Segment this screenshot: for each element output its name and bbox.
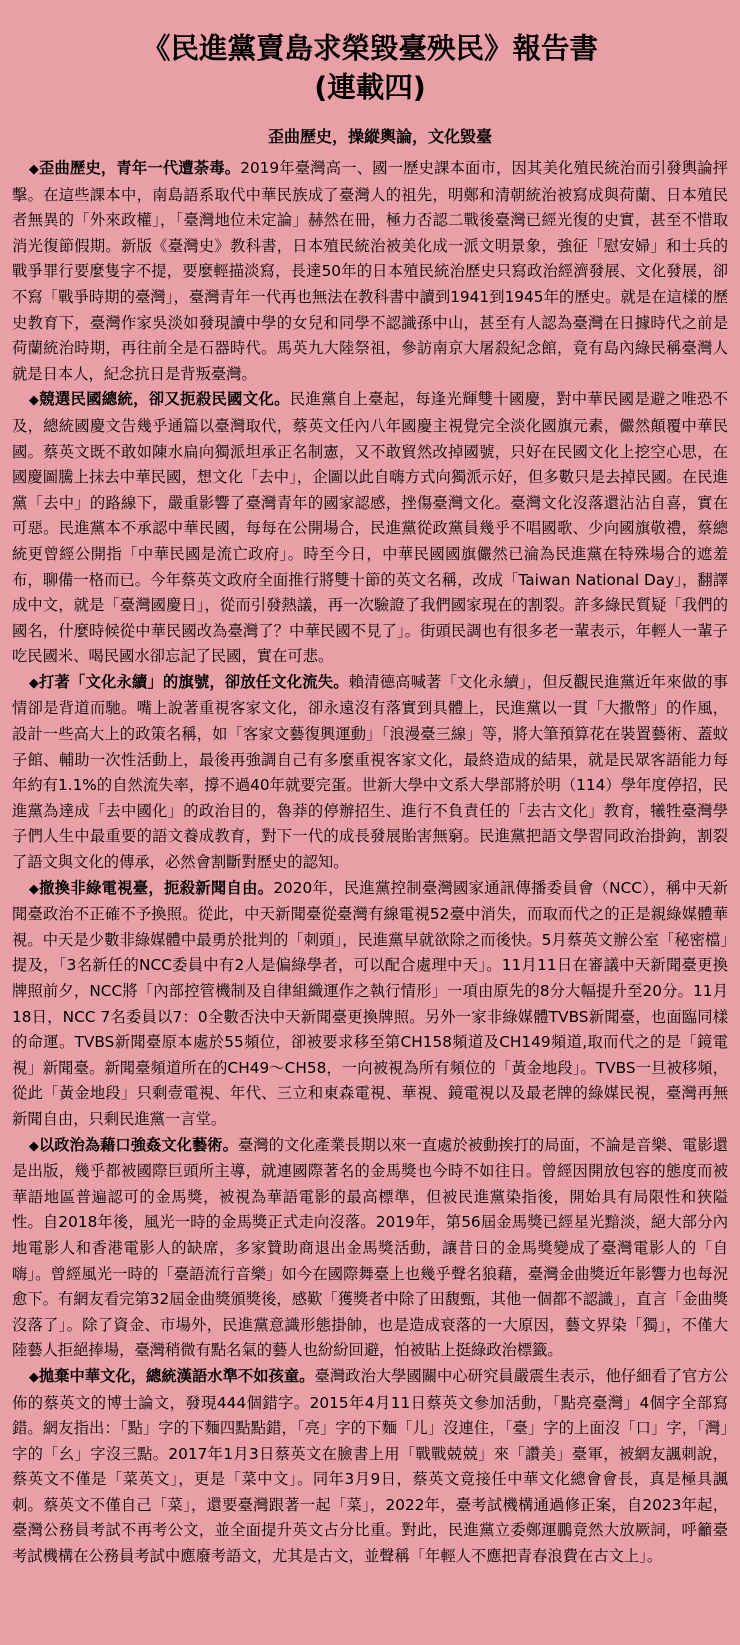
diamond-bullet-icon: ◆ bbox=[28, 1138, 39, 1154]
diamond-bullet-icon: ◆ bbox=[28, 881, 40, 897]
diamond-bullet-icon: ◆ bbox=[28, 162, 40, 177]
paragraph-press-freedom bbox=[12, 876, 728, 1133]
paragraph-text: 2020年，民進黨控制臺灣國家通訊傳播委員會（NCC），稱中天新聞臺政治不正確不予換照。從此，中天新聞臺從臺灣有線電視52臺中消失，而取而代之的正是親綠媒體華視。中天是少數非綠媒體中最勇於批判的「刺頭」，民進黨早就欲除之而後快。5月蔡英文辦公室「秘密檔」提及，「3名新任的NCC委員中有2人是偏綠學者，可以配合處理中天」。11月11日在審議中天新聞臺更換牌照前夕，NCC將「內部控管機制及自律組織運作之執行情形」一項由原先的8分大幅提升至20分。11月18日，NCC 7名委員以7：0全數否決中天新聞臺更換牌照。另外一家非綠媒體TVBS新聞臺，也面臨同樣的命運。TVBS新聞臺原本處於55頻位，卻被要求移至第CH158頻道及CH149頻道,取而代之的是「鏡電視」新聞臺。新聞臺頻道所在的CH49～CH58，一向被視為所有頻位的「黃金地段」。TVBS一旦被移頻，從此「黃金地段」只剩壹電視、年代、三立和東森電視、華視、鏡電視以及最老牌的綠媒民視，臺灣再無新聞自由，只剩民進黨一言堂。 bbox=[12, 878, 728, 1128]
article-subtitle: (連載四) bbox=[314, 71, 426, 104]
diamond-bullet-icon: ◆ bbox=[28, 1369, 39, 1385]
section-heading: 歪曲歷史，操縱輿論，文化毀臺 bbox=[267, 127, 492, 146]
article-title: 《民進黨賣島求榮毀臺殃民》報告書 bbox=[141, 32, 598, 65]
paragraph-text: 2019年臺灣高一、國一歷史課本面市，因其美化殖民統治而引發輿論抨擊。在這些課本中，南島語系取代中華民族成了臺灣人的祖先，明鄭和清朝統治被寫成與荷蘭、日本殖民者無異的「外來政權」，「臺灣地位未定論」赫然在冊，極力否認二戰後臺灣已經光復的史實，甚至不惜取消光復節假期。新版《臺灣史》教科書，日本殖民統治被美化成一派文明景象，強征「慰安婦」和士兵的戰爭罪行要麼隻字不提，要麼輕描淡寫，長達50年的日本殖民統治歷史只寫政治經濟發展、文化發展，卻不寫「戰爭時期的臺灣」，臺灣青年一代再也無法在教科書中讀到1941到1945年的歷史。就是在這樣的歷史教育下，臺灣作家吳淡如發現讀中學的女兒和同學不認識孫中山，甚至有人認為臺灣在日據時代之前是荷蘭統治時期，再往前全是石器時代。馬英九大陸祭祖，參訪南京大屠殺紀念館，竟有島內綠民稱臺灣人就是日本人，紀念抗日是背叛臺灣。 bbox=[12, 159, 728, 383]
paragraph-roc-culture bbox=[12, 387, 728, 670]
paragraph-lead: 以政治為藉口強姦文化藝術。 bbox=[38, 1135, 238, 1154]
paragraph-lead: 競選民國總統，卻又扼殺民國文化。 bbox=[39, 390, 290, 409]
paragraph-lead: 撤換非綠電視臺，扼殺新聞自由。 bbox=[39, 878, 274, 897]
paragraph-text: 賴清德高喊著「文化永續」，但反觀民進黨近年來做的事情卻是背道而馳。嘴上說著重視客家文化，卻永遠沒有落實到具體上，民進黨以一貫「大撒幣」的作風，設計一些高大上的政策名稱，如「客家文藝復興運動」「浪漫臺三線」等，將大筆預算花在裝置藝術、蓋蚊子館、輔助一次性活動上，最後再強調自己有多麼重視客家文化，最終造成的結果，就是民眾客語能力每年約有1.1%的自然流失率，撐不過40年就要完蛋。世新大學中文系大學部將於明（114）學年度停招，民進黨為達成「去中國化」的政治目的，魯莽的停辦招生、進行不負責任的「去古文化」教育，犧牲臺灣學子們人生中最重要的語文養成教育，對下一代的成長發展貽害無窮。民進黨把語文學習同政治掛鉤，割裂了語文與文化的傳承，必然會割斷對歷史的認知。 bbox=[12, 672, 728, 872]
paragraph-history bbox=[12, 156, 728, 387]
article-body bbox=[12, 156, 728, 1570]
diamond-bullet-icon: ◆ bbox=[28, 393, 40, 409]
paragraph-text: 臺灣政治大學國關中心研究員嚴震生表示，他仔細看了官方公佈的蔡英文的博士論文，發現444個錯字。2015年4月11日蔡英文參加活動，「點亮臺灣」4個字全部寫錯。網友指出：「點」字的下麵四點點錯，「亮」字的下麵「儿」沒連住，「臺」字的上面沒「口」字，「灣」字的「幺」字沒三點。2017年1月3日蔡英文在臉書上用「戰戰兢兢」來「讚美」臺軍，被網友諷刺說，蔡英文不僅是「菜英文」，更是「菜中文」。同年3月9日，蔡英文竟接任中華文化總會會長，真是極具諷刺。蔡英文不僅自己「菜」，還要臺灣跟著一起「菜」，2022年，臺考試機構通過修正案，自2023年起，臺灣公務員考試不再考公文，並全面提升英文占分比重。對此，民進黨立委鄭運鵬竟然大放厥詞，呼籲臺考試機構在公務員考試中應廢考語文，尤其是古文，並聲稱「年輕人不應把青春浪費在古文上」。 bbox=[12, 1366, 728, 1566]
diamond-bullet-icon: ◆ bbox=[28, 675, 40, 691]
paragraph-lead: 打著「文化永續」的旗號，卻放任文化流失。 bbox=[39, 672, 349, 691]
paragraph-culture-loss bbox=[12, 670, 728, 876]
paragraph-lead: 拋棄中華文化，總統漢語水準不如孩童。 bbox=[38, 1366, 315, 1385]
paragraph-text: 臺灣的文化產業長期以來一直處於被動挨打的局面，不論是音樂、電影還是出版，幾乎都被國際巨頭所主導，就連國際著名的金馬獎也今時不如往日。曾經因開放包容的態度而被華語地區普遍認可的金馬獎，被視為華語電影的最高標準，但被民進黨染指後，開始具有局限性和狹隘性。自2018年後，風光一時的金馬獎正式走向沒落。2019年，第56屆金馬獎已經星光黯淡，絕大部分內地電影人和香港電影人的缺席，多家贊助商退出金馬獎活動，讓昔日的金馬獎變成了臺灣電影人的「自嗨」。曾經風光一時的「臺語流行音樂」如今在國際舞臺上也幾乎聲名狼藉，臺灣金曲獎近年影響力也每況愈下。有網友看完第32屆金曲獎頒獎後，感歎「獲獎者中除了田馥甄，其他一個都不認識」，直言「金曲獎沒落了」。除了資金、市場外，民進黨意識形態掛帥，也是造成衰落的一大原因，藝文界染「獨」，不僅大陸藝人拒絕捧場，臺灣稍微有點名氣的藝人也紛紛回避，怕被貼上挺綠政治標籤。 bbox=[12, 1135, 728, 1360]
paragraph-arts bbox=[12, 1133, 728, 1364]
paragraph-text: 民進黨自上臺起，每逢光輝雙十國慶，對中華民國是避之唯恐不及，總統國慶文告幾乎通篇以臺灣取代，蔡英文任內八年國慶主視覺完全淡化國旗元素，儼然顛覆中華民國。蔡英文既不敢如陳水扁向獨派坦承正名制憲，又不敢貿然改掉國號，只好在民國文化上挖空心思，在國慶圖騰上抹去中華民國，想文化「去中」，企圖以此自嗨方式向獨派示好，但多數只是去掉民國。在民進黨「去中」的路線下，嚴重影響了臺灣青年的國家認感，挫傷臺灣文化。臺灣文化沒落還沾沾自喜，實在可惡。民進黨本不承認中華民國，每每在公開場合，民進黨從政黨員幾乎不唱國歌、少向國旗敬禮，蔡總統更曾經公開指「中華民國是流亡政府」。時至今日，中華民國國旗儼然已淪為民進黨在特殊場合的遮羞布，聊備一格而已。今年蔡英文政府全面推行將雙十節的英文名稱，改成「Taiwan National Day」，翻譯成中文，就是「臺灣國慶日」，從而引發熱議，再一次驗證了我們國家現在的割裂。許多綠民質疑「我們的國名，什麼時候從中華民國改為臺灣了？中華民國不見了」。街頭民調也有很多老一輩表示，年輕人一輩子吃民國米、喝民國水卻忘記了民國，實在可悲。 bbox=[12, 390, 728, 666]
paragraph-lead: 歪曲歷史，青年一代遭荼毒。 bbox=[39, 159, 241, 177]
paragraph-chinese-language bbox=[12, 1364, 728, 1570]
